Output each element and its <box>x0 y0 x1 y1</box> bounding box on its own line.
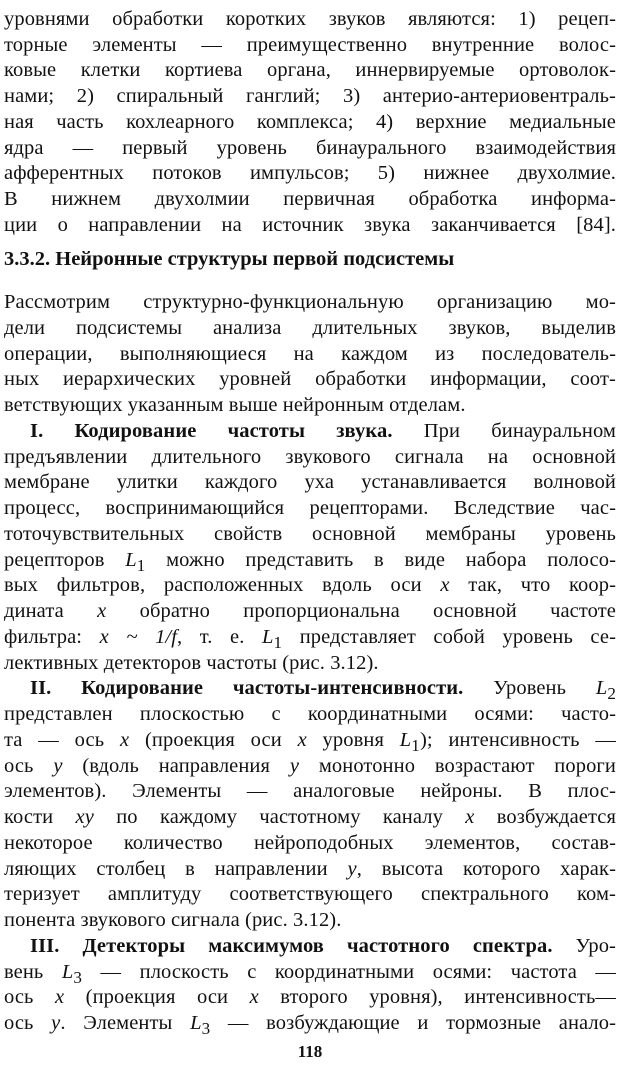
math-variable: x <box>119 729 130 751</box>
text-fragment: по каждому частотному каналу <box>93 806 466 828</box>
text-line: нами; 2) спиральный ганглий; 3) антерио-антериовентраль- <box>4 85 616 107</box>
math-variable: L <box>61 961 74 983</box>
text-line: дели подсистемы анализа длительных звуков, выделив <box>4 317 616 339</box>
math-variable: x <box>97 600 107 622</box>
text-fragment: , высота которого харак- <box>356 858 616 880</box>
math-variable: L <box>399 729 412 751</box>
item-3-first-line <box>4 933 616 959</box>
text-line: афферентных потоков импульсов; 5) нижнее двухолмие. <box>4 162 616 184</box>
text-fragment: вень <box>4 961 62 983</box>
item-1-label: I. Кодирование частоты звука. <box>30 420 393 442</box>
math-variable: x <box>297 729 307 751</box>
text-fragment: возбуждается <box>474 806 616 828</box>
item-1-first-line <box>4 418 616 444</box>
text-line: Рассмотрим структурно-функциональную организацию мо- <box>4 291 616 313</box>
text-line: представлен плоскостью с координатными осями: часто- <box>4 703 616 725</box>
text-fragment: второго уровня), интенсивность— <box>258 986 617 1008</box>
item-2-first-line <box>4 675 616 704</box>
text-line <box>4 804 616 830</box>
text-fragment: ось <box>4 986 55 1008</box>
math-subscript: 3 <box>201 1019 211 1039</box>
text-line <box>4 959 617 988</box>
math-variable: y <box>289 755 300 777</box>
math-variable: xy <box>75 806 94 828</box>
text-fragment: . Элементы <box>60 1012 191 1034</box>
text-line: лективных детекторов частоты (рис. 3.12). <box>4 652 379 674</box>
text-line <box>4 1010 616 1039</box>
math-variable: x <box>249 986 259 1008</box>
text-line: процесс, воспринимающийся рецепторами. Вследствие час- <box>4 497 616 519</box>
text-fragment: (проекция оси <box>129 729 298 751</box>
math-variable: y <box>53 755 63 777</box>
text-line <box>4 727 616 756</box>
math-subscript: 3 <box>73 968 83 988</box>
text-fragment: (проекция оси <box>64 986 250 1008</box>
text-fragment: фильтра: <box>4 626 100 648</box>
text-fragment: уровня <box>306 729 400 751</box>
text-line: ковые клетки кортиева органа, иннервируемые ортоволок- <box>4 59 616 81</box>
text-line: уровнями обработки коротких звуков являются: 1) рецеп- <box>4 8 616 30</box>
text-fragment: Уровень <box>493 677 596 699</box>
text-line: понента звукового сигнала (рис. 3.12). <box>4 909 342 931</box>
math-variable: y <box>347 858 357 880</box>
text-fragment: ); интенсивность — <box>419 729 616 751</box>
text-line: некоторое количество нейроподобных элементов, состав- <box>4 832 616 854</box>
text-fragment: , т. е. <box>177 626 263 648</box>
text-line: ядра — первый уровень бинаурального взаимодействия <box>4 137 616 159</box>
text-line: теризует амплитуду соответствующего спектрального ком- <box>4 883 616 905</box>
text-line <box>4 598 616 624</box>
text-line: ветствующих указанным выше нейронным отделам. <box>4 394 466 416</box>
text-fragment: рецепторов <box>4 549 126 571</box>
text-line <box>4 547 617 576</box>
math-variable: x <box>54 986 65 1008</box>
text-fragment: вых фильтров, расположенных вдоль оси <box>4 574 441 596</box>
section-heading: 3.3.2. Нейронные структуры первой подсистемы <box>4 248 455 270</box>
text-fragment: так, что коор- <box>449 574 617 596</box>
text-fragment: Уро- <box>575 935 616 957</box>
text-line: В нижнем двухолмии первичная обработка информа- <box>4 188 616 210</box>
math-variable: L <box>262 626 274 648</box>
text-fragment: ось <box>4 755 54 777</box>
math-formula: x ~ 1/f <box>99 626 178 648</box>
text-line: ных иерархических уровней обработки информации, соот- <box>4 368 616 390</box>
math-subscript: 2 <box>607 684 616 704</box>
text-fragment: обратно пропорциональна основной частоте <box>106 600 616 622</box>
math-variable: L <box>125 549 137 571</box>
text-line: предъявлении длительного звукового сигнала на основной <box>4 446 616 468</box>
text-line: мембране улитки каждого уха устанавливается волновой <box>4 471 616 493</box>
text-line: торные элементы — преимущественно внутренние волос- <box>4 34 616 56</box>
text-fragment: ось <box>4 1012 52 1034</box>
text-fragment: ляющих столбец в направлении <box>4 858 348 880</box>
math-variable: L <box>190 1012 202 1034</box>
text-fragment: можно представить в виде набора полосо- <box>145 549 617 571</box>
text-line <box>4 572 616 598</box>
text-fragment: — возбуждающие и тормозные анало- <box>210 1012 616 1034</box>
math-subscript: 1 <box>273 633 283 653</box>
text-line: ная часть кохлеарного комплекса; 4) верхние медиальные <box>4 111 616 133</box>
text-line: элементов). Элементы — аналоговые нейроны. В плос- <box>4 780 616 802</box>
text-fragment: дината <box>4 600 98 622</box>
text-line <box>4 984 616 1010</box>
text-fragment: кости <box>4 806 76 828</box>
text-line <box>4 624 616 653</box>
math-variable: y <box>51 1012 61 1034</box>
math-subscript: 1 <box>411 736 420 756</box>
text-fragment: (вдоль направления <box>62 755 290 777</box>
text-fragment: та — ось <box>4 729 120 751</box>
math-variable: x <box>440 574 450 596</box>
page-number: 118 <box>297 1042 323 1061</box>
item-2-label: II. Кодирование частоты-интенсивности. <box>30 677 464 699</box>
math-variable: L <box>595 677 608 699</box>
text-fragment: — плоскость с координатными осями: частота — <box>82 961 617 983</box>
text-fragment: При бинауральном <box>423 420 617 442</box>
math-variable: x <box>465 806 475 828</box>
text-line: операции, выполняющиеся на каждом из последователь- <box>4 343 616 365</box>
book-page <box>4 0 616 1078</box>
text-line: тоточувствительных свойств основной мембраны уровень <box>4 523 616 545</box>
math-subscript: 1 <box>136 556 146 576</box>
text-line: ции о направлении на источник звука заканчивается [84]. <box>4 214 616 236</box>
text-line <box>4 753 616 779</box>
item-3-label: III. Детекторы максимумов частотного спектра. <box>30 935 553 957</box>
text-fragment: представляет собой уровень се- <box>282 626 616 648</box>
text-fragment: монотонно возрастают пороги <box>299 755 616 777</box>
text-line <box>4 856 616 882</box>
